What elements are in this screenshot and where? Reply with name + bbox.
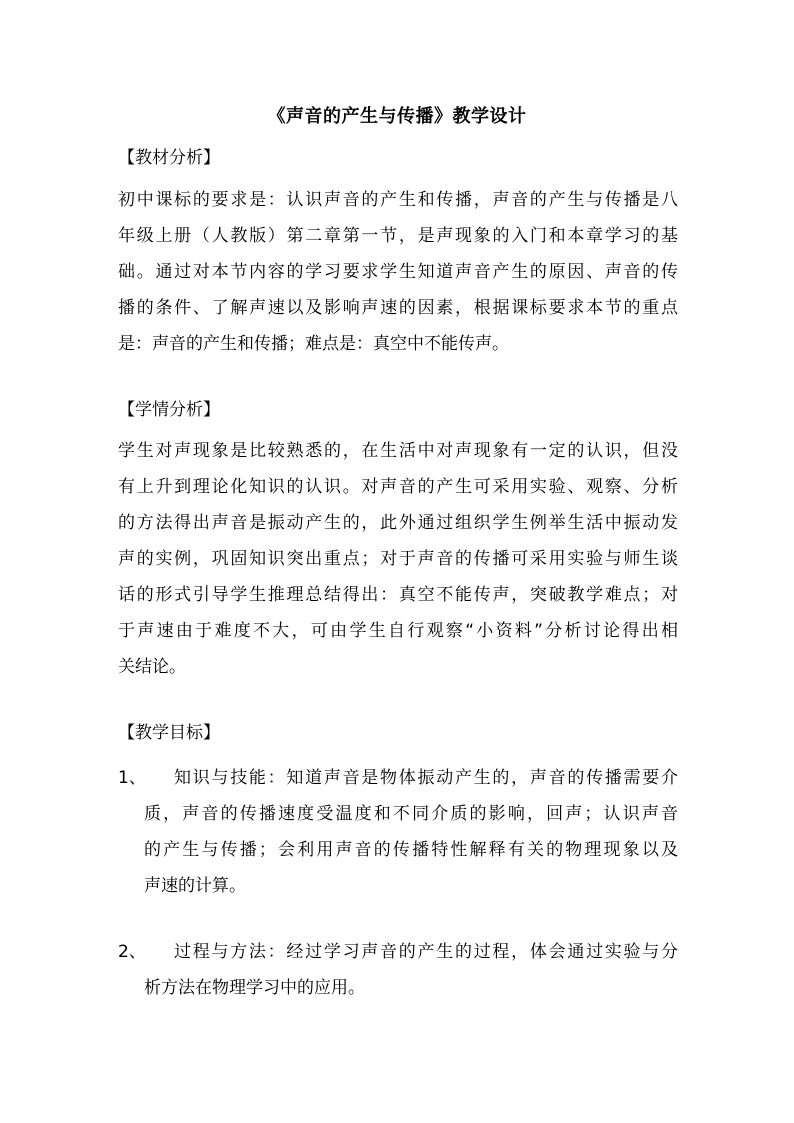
paragraph-line: 声的实例，巩固知识突出重点；对于声音的传播可采用实验与师生谈 bbox=[118, 549, 678, 569]
section-heading-textbook-analysis: 【教材分析】 bbox=[118, 148, 220, 168]
paragraph-line: 关结论。 bbox=[118, 657, 186, 677]
paragraph-line: 年级上册（人教版）第二章第一节，是声现象的入门和本章学习的基 bbox=[118, 226, 678, 246]
section-heading-teaching-objectives: 【教学目标】 bbox=[118, 723, 220, 743]
paragraph-line: 话的形式引导学生推理总结得出：真空不能传声，突破教学难点；对 bbox=[118, 585, 678, 605]
section-heading-learner-analysis: 【学情分析】 bbox=[118, 400, 220, 420]
paragraph-line: 学生对声现象是比较熟悉的，在生活中对声现象有一定的认识，但没 bbox=[118, 441, 678, 461]
paragraph-line: 是：声音的产生和传播；难点是：真空中不能传声。 bbox=[118, 334, 509, 354]
learner-analysis-paragraph bbox=[118, 433, 678, 685]
list-number: 1、 bbox=[118, 768, 146, 788]
paragraph-line: 的方法得出声音是振动产生的，此外通过组织学生例举生活中振动发 bbox=[118, 513, 678, 533]
paragraph-line: 有上升到理论化知识的认识。对声音的产生可采用实验、观察、分析 bbox=[118, 477, 678, 497]
paragraph-line: 初中课标的要求是：认识声音的产生和传播，声音的产生与传播是八 bbox=[118, 190, 678, 210]
list-line: 知识与技能：知道声音是物体振动产生的，声音的传播需要介 bbox=[174, 768, 678, 788]
paragraph-line: 础。通过对本节内容的学习要求学生知道声音产生的原因、声音的传 bbox=[118, 262, 678, 282]
list-line: 析方法在物理学习中的应用。 bbox=[144, 978, 365, 998]
list-line: 过程与方法：经过学习声音的产生的过程，体会通过实验与分 bbox=[174, 942, 678, 962]
objective-item-2 bbox=[118, 934, 678, 1006]
list-number: 2、 bbox=[118, 942, 146, 962]
list-line: 声速的计算。 bbox=[144, 876, 246, 896]
paragraph-line: 于声速由于难度不大，可由学生自行观察“小资料”分析讨论得出相 bbox=[118, 621, 678, 641]
document-title: 《声音的产生与传播》教学设计 bbox=[267, 106, 527, 127]
list-line: 质，声音的传播速度受温度和不同介质的影响，回声；认识声音 bbox=[144, 804, 678, 824]
objective-item-1 bbox=[118, 760, 678, 904]
textbook-analysis-paragraph bbox=[118, 182, 678, 362]
paragraph-line: 播的条件、了解声速以及影响声速的因素，根据课标要求本节的重点 bbox=[118, 298, 678, 318]
list-line: 的产生与传播；会利用声音的传播特性解释有关的物理现象以及 bbox=[144, 840, 678, 860]
